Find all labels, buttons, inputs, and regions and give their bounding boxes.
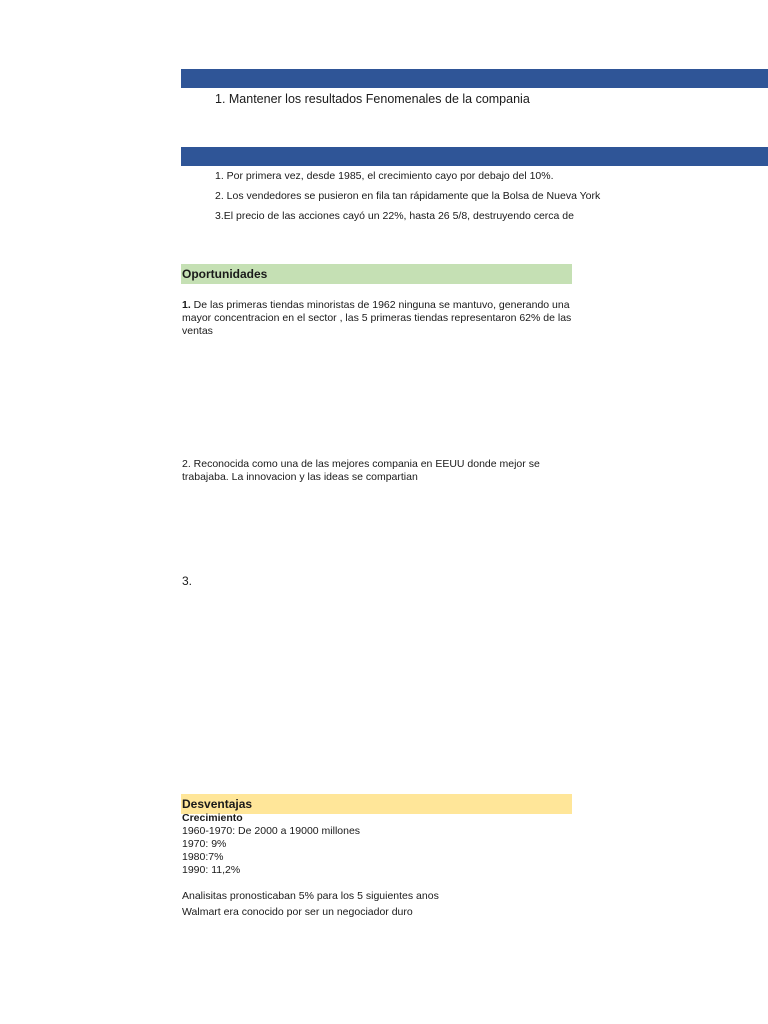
threats-band [181, 147, 768, 166]
analyst-note: Analisitas pronosticaban 5% para los 5 siguientes anos [182, 890, 439, 902]
opportunity-item-1-number: 1. [182, 299, 191, 311]
opportunity-item-3: 3. [182, 574, 193, 588]
opportunities-header: Oportunidades [181, 264, 572, 284]
growth-line: 1970: 9% [182, 838, 227, 850]
opportunity-item-1-text: De las primeras tiendas minoristas de 1962 ninguna se mantuvo, generando una mayor concentracion en el sector , las 5 primeras tiendas representaron 62% de las ventas [182, 299, 572, 337]
growth-line: 1980:7% [182, 851, 224, 863]
growth-line: 1960-1970: De 2000 a 19000 millones [182, 825, 361, 837]
growth-subtitle: Crecimiento [182, 812, 243, 824]
disadvantages-header: Desventajas [181, 794, 572, 814]
opportunity-item-1 [182, 299, 582, 338]
header-band [181, 69, 768, 88]
walmart-note: Walmart era conocido por ser un negociador duro [182, 906, 413, 918]
goal-text: 1. Mantener los resultados Fenomenales de la compania [215, 92, 530, 106]
threat-item-3: 3.El precio de las acciones cayó un 22%, hasta 26 5/8, destruyendo cerca de [215, 210, 574, 222]
growth-line: 1990: 11,2% [182, 864, 241, 876]
threat-item-1: 1. Por primera vez, desde 1985, el crecimiento cayo por debajo del 10%. [215, 170, 554, 182]
opportunity-item-2: 2. Reconocida como una de las mejores compania en EEUU donde mejor se trabajaba. La innovacion y las ideas se compartian [182, 458, 540, 483]
threat-item-2: 2. Los vendedores se pusieron en fila tan rápidamente que la Bolsa de Nueva York [215, 190, 601, 202]
